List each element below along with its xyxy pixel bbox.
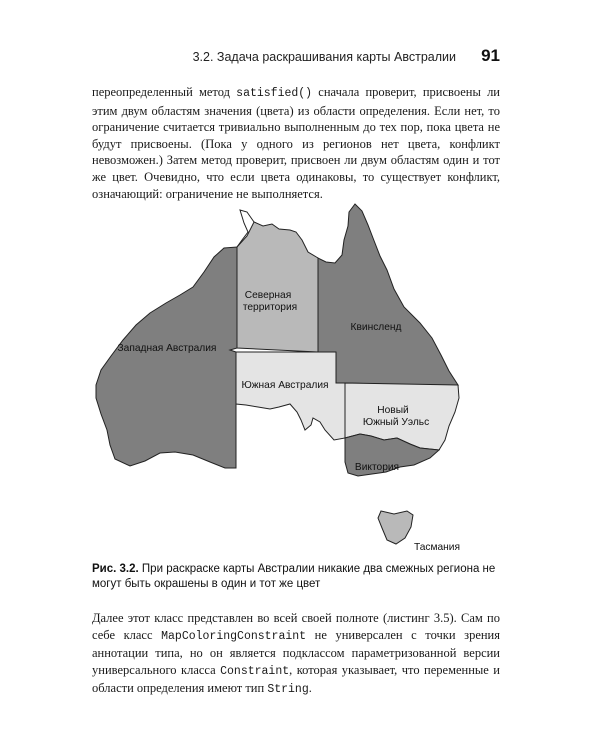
label-nsw-2: Южный Уэльс xyxy=(362,417,430,428)
label-queensland: Квинсленд xyxy=(350,322,402,333)
paragraph-text: , которая указывает, что переменные и области определения имеют тип xyxy=(92,662,500,696)
label-northern-territory-2: территория xyxy=(242,302,298,313)
region-south-australia xyxy=(236,352,345,440)
region-northern-territory xyxy=(237,222,318,352)
figure-caption xyxy=(92,562,502,592)
chapter-section-title: 3.2. Задача раскрашивания карты Австралии xyxy=(192,50,456,64)
region-western-australia xyxy=(96,247,237,468)
inline-code-constraint: Constraint xyxy=(220,664,290,678)
body-paragraph-2 xyxy=(92,610,500,699)
paragraph-text: Далее этот класс представлен во всей своей полноте (листинг 3.5). Сам по себе класс xyxy=(92,611,500,642)
figure-caption-label: Рис. 3.2. xyxy=(92,563,139,575)
label-victoria: Виктория xyxy=(354,462,400,473)
paragraph-text: . xyxy=(308,681,312,696)
label-northern-territory-1: Северная xyxy=(244,290,292,301)
label-tasmania: Тасмания xyxy=(413,542,461,553)
paragraph-text: не универсален с точки зрения аннотации типа, но он является подклассом параметризованной версии универсального класса xyxy=(92,627,500,677)
label-south-australia: Южная Австралия xyxy=(241,380,329,391)
region-queensland xyxy=(318,204,458,385)
region-tasmania xyxy=(378,511,413,544)
figure-caption-text: При раскраске карты Австралии никакие два смежных региона не могут быть окрашены в один и тот же цвет xyxy=(92,563,496,590)
inline-code-class: MapColoringConstraint xyxy=(161,629,307,643)
label-nsw-1: Новый xyxy=(377,405,409,416)
page-number: 91 xyxy=(481,46,500,65)
inline-code-string: String xyxy=(267,683,309,697)
paragraph-text: переопределенный метод xyxy=(92,85,237,99)
inline-code: satisfied() xyxy=(236,87,313,100)
label-western-australia: Западная Австралия xyxy=(117,343,217,354)
paragraph-text: сначала проверит, присвоены ли этим двум областям значения (цвета) из области определения. Если нет, то ограничение считается тривиально выполненным до тех пор, пока цвета не будут присвоены. (Пока у одного из регионов нет цвета, конфликт невозможен.) Затем метод проверит, присвоен ли двум областям один и тот же цвет. Очевидно, что если цвета одинаковы, то существует конфликт, означающий: ограничение не выполняется. xyxy=(92,85,500,201)
